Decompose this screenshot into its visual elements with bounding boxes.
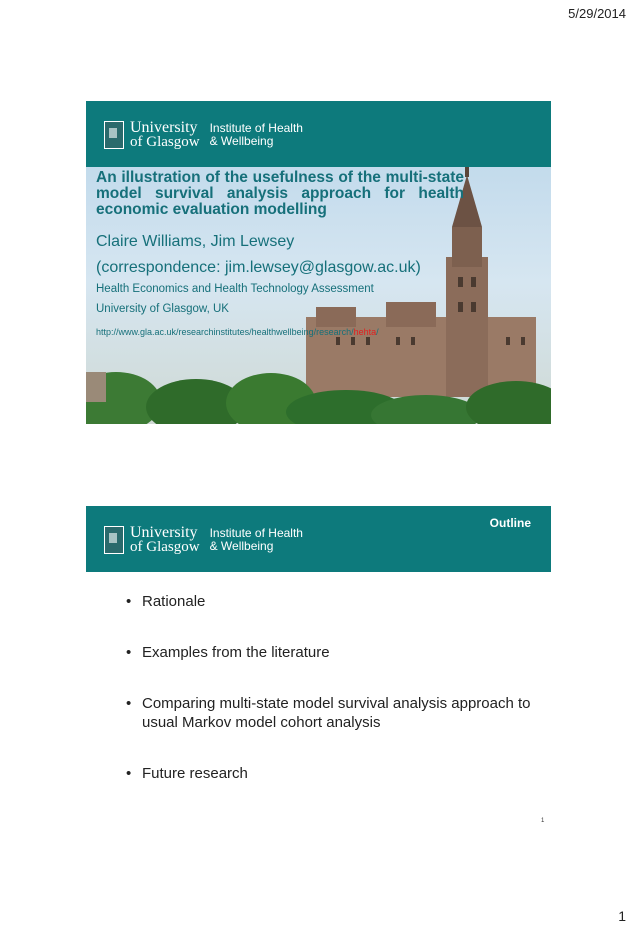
print-date: 5/29/2014 xyxy=(568,6,626,21)
crest-icon xyxy=(104,121,124,149)
department: Health Economics and Health Technology Assessment xyxy=(96,283,374,295)
correspondence: (correspondence: jim.lewsey@glasgow.ac.uk) xyxy=(96,259,421,276)
institute-name: Institute of Health & Wellbeing xyxy=(209,526,303,553)
list-item: • Rationale xyxy=(126,592,536,611)
outline-list xyxy=(126,592,536,815)
page-number: 1 xyxy=(618,908,626,924)
list-item: • Examples from the literature xyxy=(126,643,536,662)
university-name: University of Glasgow xyxy=(130,119,200,150)
slide-1-title: An illustration of the usefulness of the multi-state model survival analysis approach for health economic evaluation modelling xyxy=(96,169,464,218)
university-logo xyxy=(104,522,303,558)
university-affiliation: University of Glasgow, UK xyxy=(96,303,229,315)
slide-1-header xyxy=(86,101,551,167)
list-item: • Comparing multi-state model survival analysis approach to usual Markov model cohort analysis xyxy=(126,694,536,732)
university-name: University of Glasgow xyxy=(130,524,200,555)
list-item: • Future research xyxy=(126,764,536,783)
institute-name: Institute of Health & Wellbeing xyxy=(209,121,303,148)
crest-icon xyxy=(104,526,124,554)
outline-label: Outline xyxy=(489,516,531,530)
slide-2-header xyxy=(86,506,551,572)
slide-1 xyxy=(86,101,551,424)
university-logo xyxy=(104,117,303,153)
slide-2 xyxy=(86,506,551,828)
research-url[interactable]: http://www.gla.ac.uk/researchinstitutes/healthwellbeing/research/hehta/ xyxy=(96,327,379,337)
authors: Claire Williams, Jim Lewsey xyxy=(96,233,295,250)
slide-number: 1 xyxy=(541,818,545,824)
